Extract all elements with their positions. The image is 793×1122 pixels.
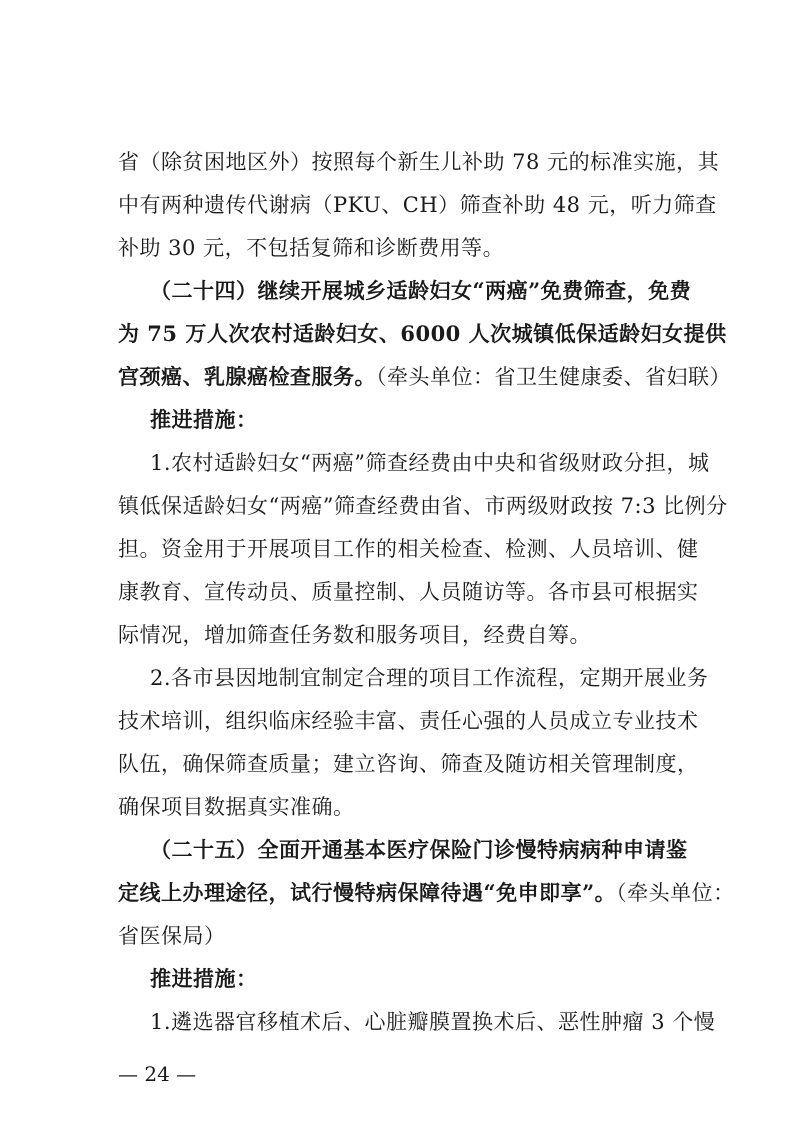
heading-bold-text: 宫颈癌、乳腺癌检查服务。 [118, 364, 376, 389]
body-line: 确保项目数据真实准确。 [118, 795, 355, 819]
body-line: 2.各市县因地制宜制定合理的项目工作流程，定期开展业务 [150, 666, 709, 690]
section-heading-line [0, 878, 793, 908]
body-line: 镇低保适龄妇女“两癌”筛查经费由省、市两级财政按 7:3 比例分 [118, 494, 728, 518]
body-line: 补助 30 元，不包括复筛和诊断费用等。 [118, 236, 505, 260]
section-heading-line: 为 75 万人次农村适龄妇女、6000 人次城镇低保适龄妇女提供 [118, 321, 727, 346]
body-line: 际情况，增加筛查任务数和服务项目，经费自筹。 [118, 623, 591, 647]
heading-bold-text: 定线上办理途径，试行慢特病保障待遇“免申即享”。 [118, 880, 617, 905]
body-line: 技术培训，组织临床经验丰富、责任心强的人员成立专业技术 [118, 709, 699, 733]
measures-heading: 推进措施： [150, 966, 258, 991]
body-line: 队伍，确保筛查质量；建立咨询、筛查及随访相关管理制度， [118, 752, 699, 776]
lead-unit-text: （牵头单位：省卫生健康委、省妇联） [376, 365, 731, 389]
section-heading-line: （二十四）继续开展城乡适龄妇女“两癌”免费筛查，免费 [150, 278, 692, 303]
body-line: 担。资金用于开展项目工作的相关检查、检测、人员培训、健 [118, 537, 699, 561]
section-heading-line: （二十五）全面开通基本医疗保险门诊慢特病病种申请鉴 [150, 837, 688, 862]
body-line: 省（除贫困地区外）按照每个新生儿补助 78 元的标准实施，其 [118, 150, 720, 174]
page-number: — 24 — [118, 1062, 197, 1086]
section-heading-line [0, 362, 793, 392]
body-line: 1.遴选器官移植术后、心脏瓣膜置换术后、恶性肿瘤 3 个慢 [150, 1010, 716, 1034]
lead-unit-line: 省医保局） [118, 924, 226, 948]
body-line: 1.农村适龄妇女“两癌”筛查经费由中央和省级财政分担，城 [150, 451, 710, 475]
lead-unit-text: （牵头单位： [616, 881, 735, 905]
body-line: 康教育、宣传动员、质量控制、人员随访等。各市县可根据实 [118, 580, 699, 604]
body-line: 中有两种遗传代谢病（PKU、CH）筛查补助 48 元，听力筛查 [118, 193, 717, 217]
measures-heading: 推进措施： [150, 407, 258, 432]
